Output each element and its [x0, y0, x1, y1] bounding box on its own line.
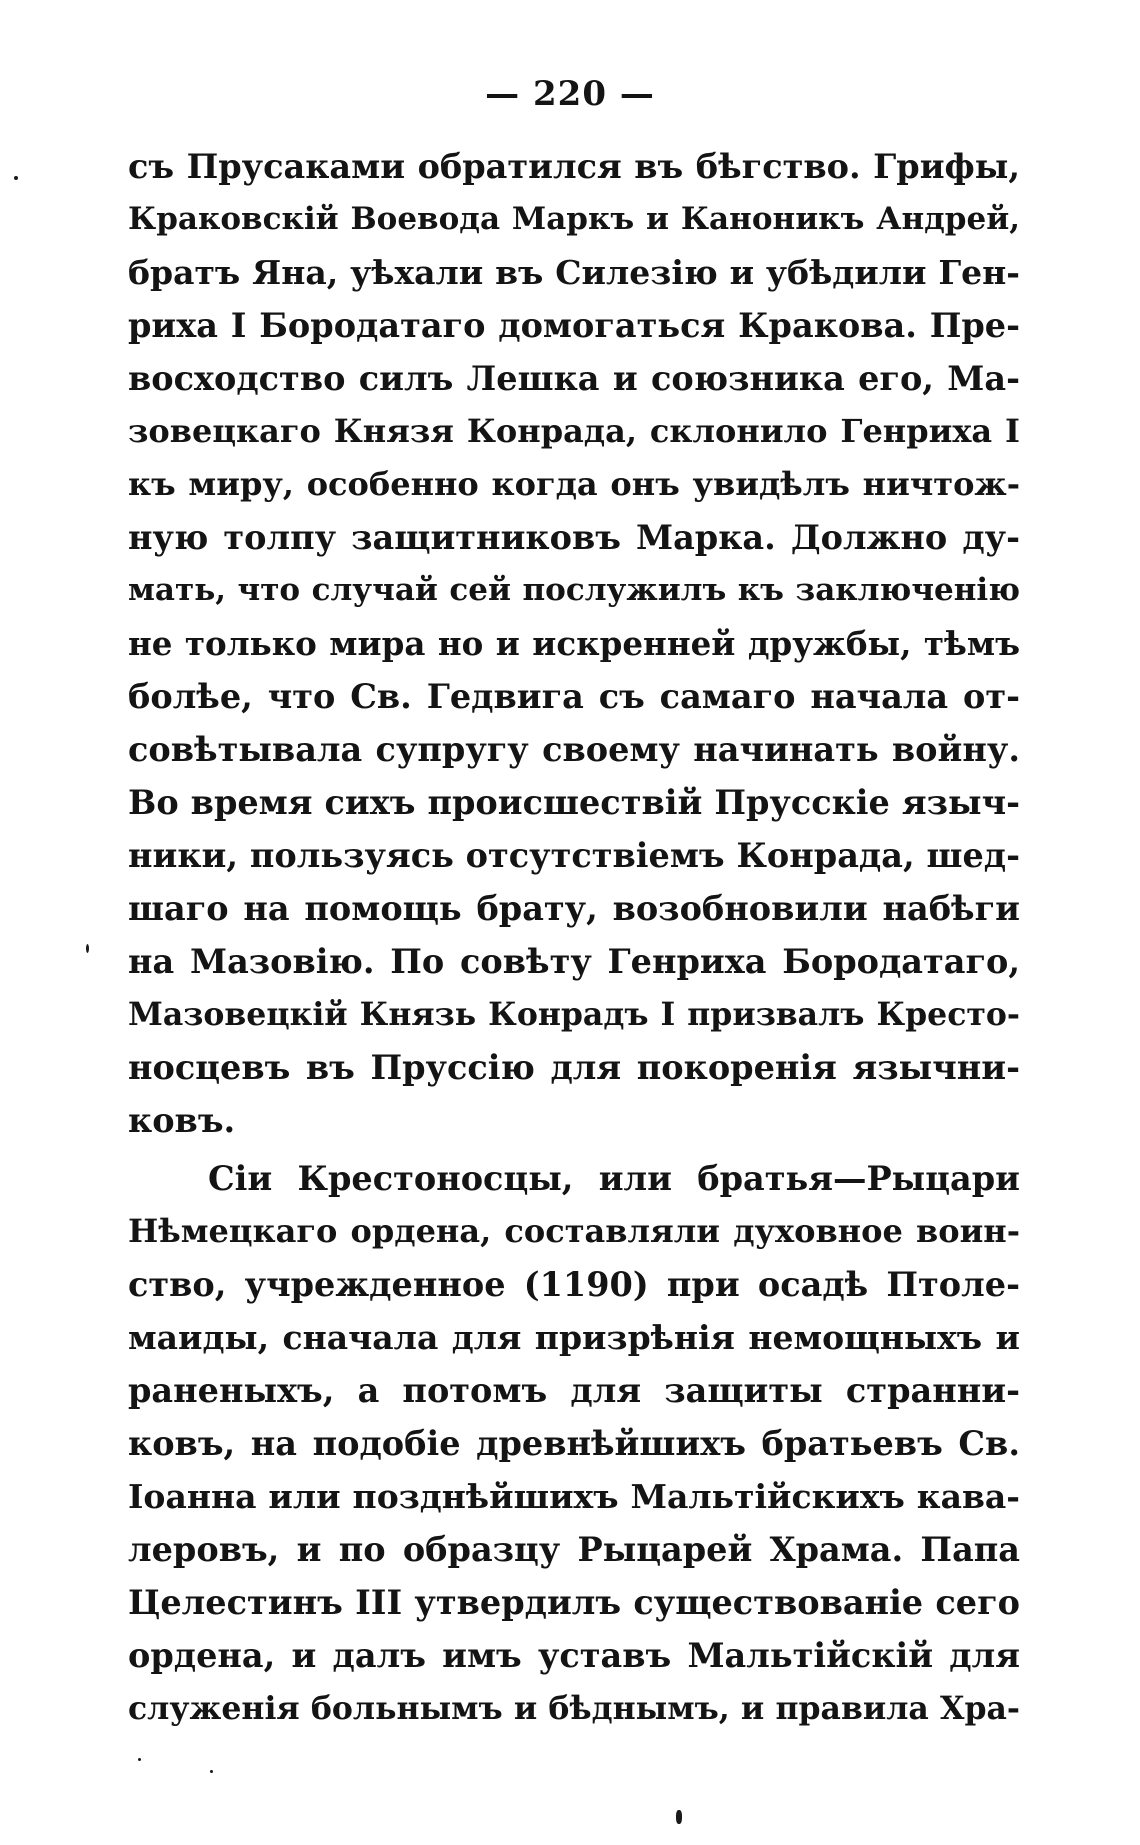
text-block — [128, 140, 1020, 1735]
text-line: Іоанна или позднѣйшихъ Мальтійскихъ кава- — [128, 1477, 1020, 1516]
text-line: риха I Бородатаго домогаться Кракова. Пре- — [128, 306, 1020, 345]
text-line: мать, что случай сей послужилъ къ заключенію — [128, 572, 1020, 608]
scan-speck — [86, 944, 89, 953]
text-line: Нѣмецкаго ордена, составляли духовное воин- — [128, 1212, 1020, 1250]
text-line: не только мира но и искренней дружбы, тѣмъ — [128, 624, 1020, 663]
text-line: Сіи Крестоносцы, или братья—Рыцари — [208, 1159, 1020, 1198]
text-line: Во время сихъ происшествій Прусскіе языч- — [128, 783, 1020, 822]
page-number: — 220 — — [485, 74, 655, 114]
text-line: совѣтывала супругу своему начинать войну. — [128, 730, 1020, 769]
text-line: Мазовецкій Князь Конрадъ I призвалъ Кресто- — [128, 996, 1020, 1033]
text-line: маиды, сначала для призрѣнія немощныхъ и — [128, 1318, 1020, 1357]
scan-speck — [210, 1770, 213, 1773]
text-line: зовецкаго Князя Конрада, склонило Генриха I — [128, 412, 1020, 450]
text-line: ордена, и далъ имъ уставъ Мальтійскій для — [128, 1636, 1020, 1675]
text-line: ную толпу защитниковъ Марка. Должно ду- — [128, 518, 1020, 557]
paragraph-1 — [128, 140, 1020, 1147]
text-line: Целестинъ III утвердилъ существованіе сего — [128, 1583, 1020, 1622]
scan-speck — [14, 176, 18, 180]
scan-speck — [138, 1758, 141, 1761]
text-line: братъ Яна, уѣхали въ Силезію и убѣдили Ген- — [128, 253, 1020, 292]
text-line: носцевъ въ Пруссію для покоренія язычни- — [128, 1048, 1020, 1087]
text-line: ники, пользуясь отсутствіемъ Конрада, шед- — [128, 836, 1020, 875]
text-line: шаго на помощь брату, возобновили набѣги — [128, 889, 1020, 928]
text-line: болѣе, что Св. Гедвига съ самаго начала от- — [128, 677, 1020, 716]
text-line: съ Прусаками обратился въ бѣгство. Грифы, — [128, 147, 1020, 186]
text-line: къ миру, особенно когда онъ увидѣлъ ничтож- — [128, 465, 1020, 503]
text-line: на Мазовію. По совѣту Генриха Бородатаго, — [128, 942, 1020, 981]
text-line: служенія больнымъ и бѣднымъ, и правила Хра- — [128, 1690, 1020, 1727]
text-line: раненыхъ, а потомъ для защиты странни- — [128, 1371, 1020, 1410]
text-line: Краковскій Воевода Маркъ и Каноникъ Андрей, — [128, 201, 1020, 237]
text-line: леровъ, и по образцу Рыцарей Храма. Папа — [128, 1530, 1020, 1569]
scan-speck — [676, 1810, 682, 1824]
text-line: ство, учрежденное (1190) при осадѣ Птоле- — [128, 1265, 1020, 1304]
text-line: восходство силъ Лешка и союзника его, Ма- — [128, 359, 1020, 398]
text-line: ковъ. — [128, 1101, 236, 1140]
text-line: ковъ, на подобіе древнѣйшихъ братьевъ Св. — [128, 1424, 1020, 1463]
paragraph-2 — [128, 1152, 1020, 1735]
